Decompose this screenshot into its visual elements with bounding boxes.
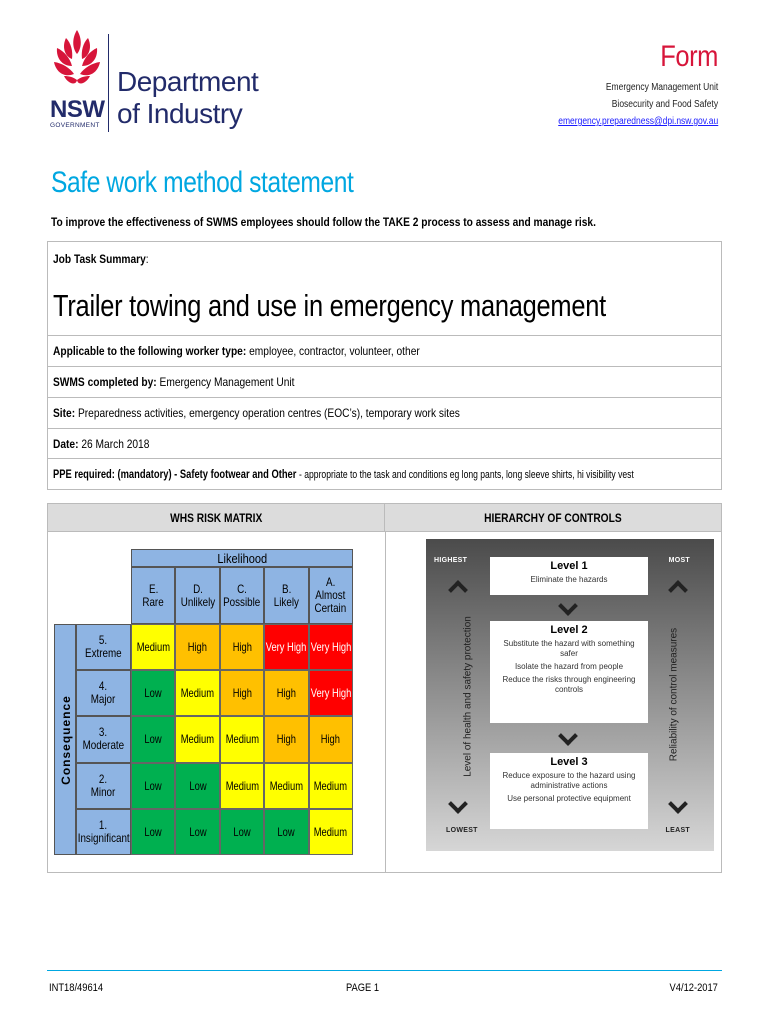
risk-rating-cell: Low — [220, 809, 264, 855]
left-axis-label: Level of health and safety protection — [462, 616, 474, 777]
up-chevron-left-icon — [448, 580, 468, 600]
completed-by-label: SWMS completed by: — [53, 375, 157, 389]
risk-rating-cell: High — [220, 670, 264, 716]
likelihood-column-header: E. Rare — [131, 567, 175, 624]
footer-version: V4/12-2017 — [669, 982, 718, 994]
lowest-label: LOWEST — [446, 827, 478, 834]
worker-type-row — [48, 335, 721, 366]
down-chevron-icon — [558, 596, 578, 616]
division-name: Biosecurity and Food Safety — [611, 99, 718, 110]
likelihood-column-header: C. Possible — [220, 567, 264, 624]
level-2-item: Substitute the hazard with something safer — [503, 639, 635, 658]
consequence-row-header: 3. Moderate — [76, 716, 131, 762]
footer-page: PAGE 1 — [346, 982, 380, 994]
consequence-row-header: 4. Major — [76, 670, 131, 716]
highest-label: HIGHEST — [434, 557, 468, 564]
likelihood-column-header: D. Unlikely — [175, 567, 219, 624]
document-title: Safe work method statement — [51, 166, 354, 199]
logo-government-text: GOVERNMENT — [50, 122, 100, 129]
hierarchy-of-controls-diagram — [426, 539, 714, 851]
logo-nsw-text: NSW — [50, 96, 105, 123]
risk-rating-cell: Low — [131, 716, 175, 762]
risk-rating-cell: Low — [264, 809, 308, 855]
level-2-box — [490, 621, 648, 723]
contact-email-link[interactable]: emergency.preparedness@dpi.nsw.gov.au — [558, 116, 718, 127]
risk-rating-cell: Very High — [309, 624, 353, 670]
risk-rating-cell: High — [175, 624, 219, 670]
completed-by-value: Emergency Management Unit — [159, 375, 295, 389]
site-row — [48, 397, 721, 428]
risk-matrix-header: WHS RISK MATRIX — [48, 504, 385, 532]
unit-name: Emergency Management Unit — [605, 82, 718, 93]
level-3-item: Reduce exposure to the hazard using administrative actions — [502, 771, 636, 790]
footer-rule — [47, 970, 722, 971]
job-task-value-row — [48, 276, 721, 335]
risk-rating-cell: Medium — [309, 809, 353, 855]
date-value: 26 March 2018 — [81, 436, 150, 451]
footer-reference: INT18/49614 — [49, 982, 104, 994]
worker-type-value: employee, contractor, volunteer, other — [249, 344, 420, 358]
ppe-value: - appropriate to the task and conditions eg long pants, long sleeve shirts, hi visibility vest — [299, 469, 634, 481]
risk-rating-cell: Medium — [175, 670, 219, 716]
consequence-row-header: 5. Extreme — [76, 624, 131, 670]
risk-rating-cell: Medium — [175, 716, 219, 762]
logo-department-text: Department of Industry — [117, 66, 259, 129]
site-value: Preparedness activities, emergency operation centres (EOC’s), temporary work sites — [77, 406, 460, 420]
risk-rating-cell: Medium — [309, 763, 353, 809]
risk-rating-cell: Medium — [131, 624, 175, 670]
hierarchy-header: HIERARCHY OF CONTROLS — [385, 504, 721, 532]
level-2-item: Isolate the hazard from people — [514, 662, 624, 671]
risk-rating-cell: Very High — [264, 624, 308, 670]
likelihood-header: Likelihood — [131, 549, 353, 567]
level-3-item: Use personal protective equipment — [507, 794, 631, 803]
job-task-label: Job Task Summary — [53, 252, 146, 266]
completed-by-row — [48, 366, 721, 397]
likelihood-column-header: B. Likely — [264, 567, 308, 624]
job-task-value: Trailer towing and use in emergency management — [53, 287, 606, 323]
risk-rating-cell: High — [309, 716, 353, 762]
risk-rating-cell: Very High — [309, 670, 353, 716]
down-chevron-left-icon — [448, 794, 468, 814]
level-3-title: Level 3 — [550, 756, 588, 768]
date-label: Date: — [53, 436, 79, 451]
ppe-row — [48, 458, 721, 489]
form-label: Form — [660, 40, 718, 73]
whs-risk-matrix — [54, 543, 354, 855]
risk-rating-cell: High — [264, 716, 308, 762]
up-chevron-right-icon — [668, 580, 688, 600]
worker-type-label: Applicable to the following worker type: — [53, 344, 247, 358]
intro-text: To improve the effectiveness of SWMS employees should follow the TAKE 2 process to assess and manage risk. — [51, 215, 596, 229]
consequence-header: Consequence — [54, 624, 76, 855]
level-1-box — [490, 557, 648, 595]
level-2-item: Reduce the risks through engineering controls — [502, 675, 636, 694]
most-label: MOST — [668, 557, 690, 564]
swms-info-table — [47, 241, 722, 490]
date-row — [48, 428, 721, 458]
risk-rating-cell: Low — [131, 670, 175, 716]
panel-divider — [385, 532, 386, 872]
right-axis-label: Reliability of control measures — [668, 627, 680, 762]
risk-rating-cell: High — [220, 624, 264, 670]
down-chevron-right-icon — [668, 794, 688, 814]
level-1-title: Level 1 — [550, 560, 588, 572]
least-label: LEAST — [665, 827, 690, 834]
risk-rating-cell: High — [264, 670, 308, 716]
down-chevron-icon — [558, 726, 578, 746]
likelihood-column-header: A. Almost Certain — [309, 567, 353, 624]
risk-rating-cell: Low — [175, 763, 219, 809]
level-2-title: Level 2 — [550, 624, 588, 636]
level-1-item: Eliminate the hazards — [530, 575, 608, 584]
risk-rating-cell: Low — [175, 809, 219, 855]
consequence-row-header: 2. Minor — [76, 763, 131, 809]
site-label: Site: — [53, 406, 76, 420]
risk-rating-cell: Medium — [220, 716, 264, 762]
logo-divider — [108, 34, 109, 132]
level-3-box — [490, 753, 648, 829]
consequence-row-header: 1. Insignificant — [76, 809, 131, 855]
risk-rating-cell: Medium — [220, 763, 264, 809]
risk-rating-cell: Medium — [264, 763, 308, 809]
ppe-label: PPE required: (mandatory) - Safety footwear and Other — [53, 467, 297, 481]
job-task-label-row: Job Task Summary: — [53, 252, 149, 266]
risk-rating-cell: Low — [131, 763, 175, 809]
risk-rating-cell: Low — [131, 809, 175, 855]
